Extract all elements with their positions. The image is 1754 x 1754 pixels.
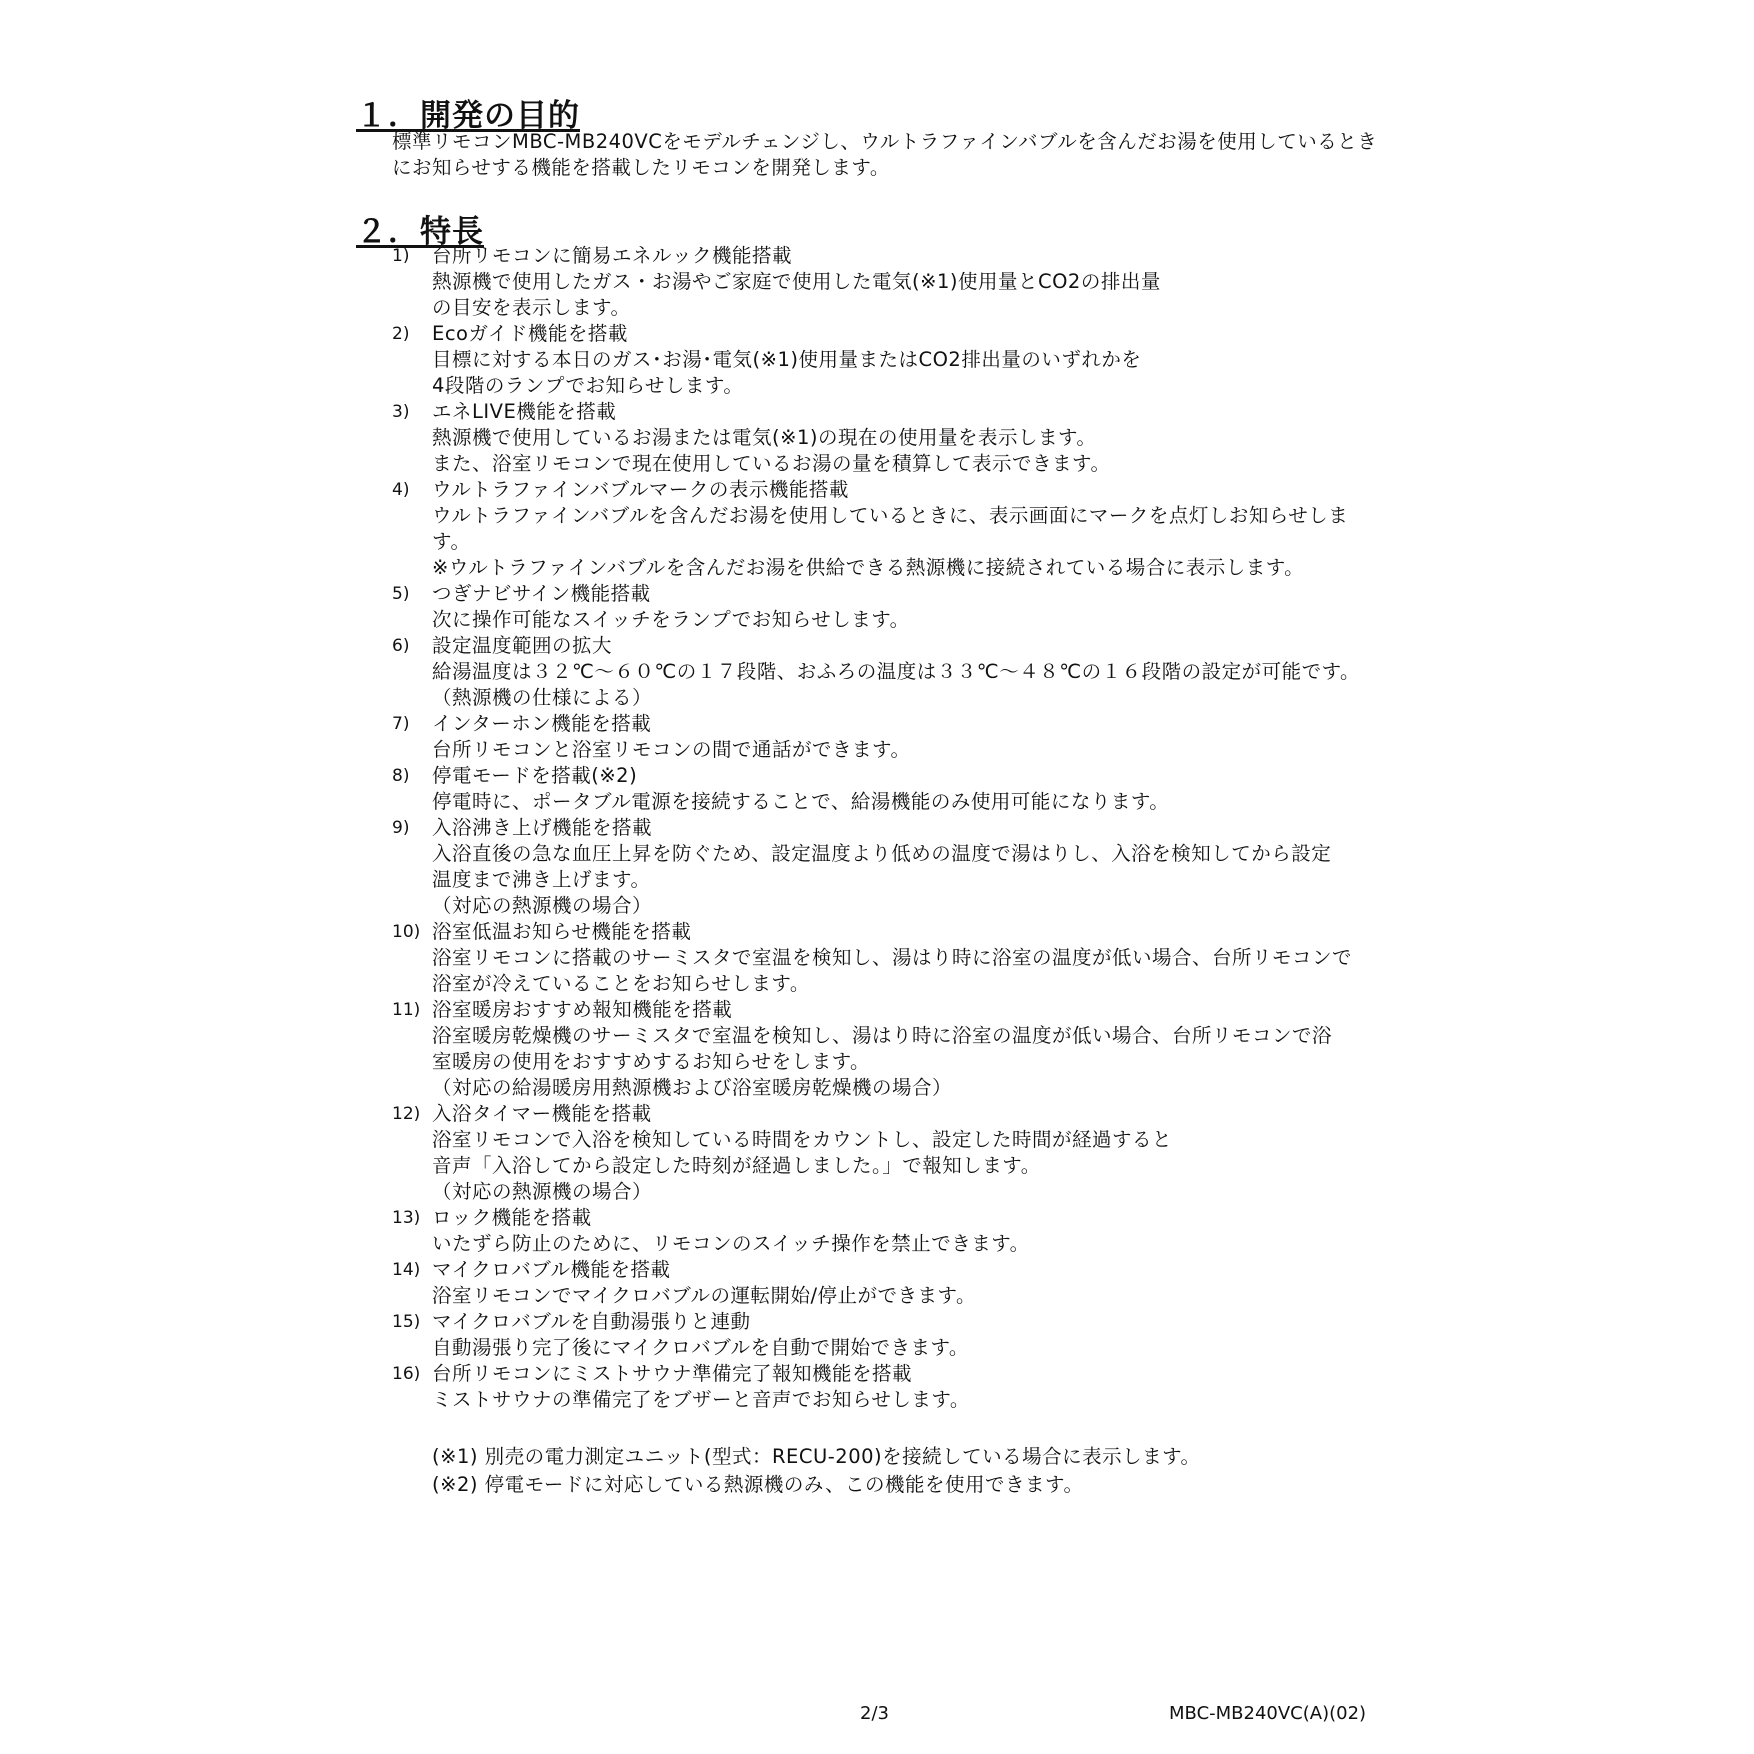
feature-title: 台所リモコンにミストサウナ準備完了報知機能を搭載 (432, 1362, 913, 1385)
feature-number: 1) (392, 246, 410, 266)
feature-item-8 (392, 763, 1360, 815)
feature-description: 4段階のランプでお知らせします。 (432, 374, 744, 397)
feature-number: 16) (392, 1364, 421, 1384)
feature-description: （対応の熱源機の場合） (432, 894, 653, 917)
feature-description: ※ウルトラファインバブルを含んだお湯を供給できる熱源機に接続されている場合に表示します。 (432, 556, 1305, 579)
feature-description: の目安を表示します。 (432, 296, 631, 319)
feature-number: 7) (392, 714, 410, 734)
feature-number: 6) (392, 636, 410, 656)
feature-description: 浴室が冷えていることをお知らせします。 (432, 972, 810, 995)
feature-title: マイクロバブルを自動湯張りと連動 (432, 1310, 751, 1333)
feature-title: マイクロバブル機能を搭載 (432, 1258, 671, 1281)
feature-number: 10) (392, 922, 421, 942)
feature-item-4 (392, 477, 1360, 581)
feature-description: 給湯温度は３２℃～６０℃の１７段階、おふろの温度は３３℃～４８℃の１６段階の設定が可能です。 (432, 660, 1361, 683)
feature-number: 3) (392, 402, 410, 422)
feature-item-9 (392, 815, 1360, 919)
feature-item-3 (392, 399, 1360, 477)
feature-description: ウルトラファインバブルを含んだお湯を使用しているときに、表示画面にマークを点灯しお知らせしま (432, 504, 1349, 527)
feature-item-10 (392, 919, 1360, 997)
feature-item-6 (392, 633, 1360, 711)
feature-description: 温度まで沸き上げます。 (432, 868, 651, 891)
feature-number: 8) (392, 766, 410, 786)
footnotes (432, 1443, 1201, 1499)
feature-title: 浴室暖房おすすめ報知機能を搭載 (432, 998, 733, 1021)
feature-title: 浴室低温お知らせ機能を搭載 (432, 920, 692, 943)
section1-line-1: 標準リモコンMBC-MB240VCをモデルチェンジし、ウルトラファインバブルを含んだお湯を使用しているとき (392, 130, 1378, 153)
feature-number: 5) (392, 584, 410, 604)
feature-number: 9) (392, 818, 410, 838)
feature-description: 熱源機で使用しているお湯または電気(※1)の現在の使用量を表示します。 (432, 426, 1097, 449)
feature-description: 浴室リモコンで入浴を検知している時間をカウントし、設定した時間が経過すると (432, 1128, 1173, 1151)
feature-number: 11) (392, 1000, 421, 1020)
feature-description: （対応の給湯暖房用熱源機および浴室暖房乾燥機の場合） (432, 1076, 953, 1099)
feature-title: エネLIVE機能を搭載 (432, 400, 617, 423)
document-code: MBC-MB240VC(A)(02) (1169, 1703, 1367, 1724)
feature-title: Ecoガイド機能を搭載 (432, 322, 628, 345)
feature-item-15 (392, 1309, 1360, 1361)
feature-description: 熱源機で使用したガス・お湯やご家庭で使用した電気(※1)使用量とCO2の排出量 (432, 270, 1161, 293)
section2-title: ２．特長 (356, 214, 484, 250)
feature-description: 自動湯張り完了後にマイクロバブルを自動で開始できます。 (432, 1336, 969, 1359)
feature-title: ウルトラファインバブルマークの表示機能搭載 (432, 478, 849, 501)
feature-number: 4) (392, 480, 410, 500)
page-number: 2/3 (860, 1703, 889, 1724)
features-list (392, 243, 1360, 1413)
feature-number: 14) (392, 1260, 421, 1280)
feature-description: 浴室暖房乾燥機のサーミスタで室温を検知し、湯はり時に浴室の温度が低い場合、台所リモコンで浴 (432, 1024, 1333, 1047)
feature-number: 12) (392, 1104, 421, 1124)
feature-description: 停電時に、ポータブル電源を接続することで、給湯機能のみ使用可能になります。 (432, 790, 1170, 813)
feature-item-7 (392, 711, 1360, 763)
feature-title: 停電モードを搭載(※2) (432, 764, 638, 787)
feature-description: 室暖房の使用をおすすめするお知らせをします。 (432, 1050, 871, 1073)
feature-description: ミストサウナの準備完了をブザーと音声でお知らせします。 (432, 1388, 970, 1411)
feature-item-13 (392, 1205, 1360, 1257)
feature-item-11 (392, 997, 1360, 1101)
feature-title: 入浴沸き上げ機能を搭載 (432, 816, 653, 839)
feature-description: 台所リモコンと浴室リモコンの間で通話ができます。 (432, 738, 911, 761)
feature-description: （対応の熱源機の場合） (432, 1180, 653, 1203)
feature-description: （熱源機の仕様による） (432, 686, 653, 709)
feature-title: 台所リモコンに簡易エネルック機能搭載 (432, 244, 793, 267)
footnote-1: (※1) 別売の電力測定ユニット(型式：RECU-200)を接続している場合に表示します。 (432, 1445, 1201, 1468)
feature-item-2 (392, 321, 1360, 399)
feature-item-1 (392, 243, 1360, 321)
feature-description: また、浴室リモコンで現在使用しているお湯の量を積算して表示できます。 (432, 452, 1111, 475)
section1-line-2: にお知らせする機能を搭載したリモコンを開発します。 (392, 156, 890, 179)
feature-description: 浴室リモコンでマイクロバブルの運転開始/停止ができます。 (432, 1284, 976, 1307)
feature-item-5 (392, 581, 1360, 633)
feature-description: 入浴直後の急な血圧上昇を防ぐため、設定温度より低めの温度で湯はりし、入浴を検知してから設定 (432, 842, 1332, 865)
feature-item-12 (392, 1101, 1360, 1205)
feature-title: 設定温度範囲の拡大 (432, 634, 613, 657)
feature-number: 13) (392, 1208, 421, 1228)
feature-description: いたずら防止のために、リモコンのスイッチ操作を禁止できます。 (432, 1232, 1030, 1255)
feature-item-14 (392, 1257, 1360, 1309)
section1-title: １．開発の目的 (356, 98, 580, 134)
footnote-2: (※2) 停電モードに対応している熱源機のみ、この機能を使用できます。 (432, 1473, 1084, 1496)
feature-description: 音声「入浴してから設定した時刻が経過しました。」で報知します。 (432, 1154, 1041, 1177)
feature-number: 15) (392, 1312, 421, 1332)
feature-title: 入浴タイマー機能を搭載 (432, 1102, 652, 1125)
feature-description: 浴室リモコンに搭載のサーミスタで室温を検知し、湯はり時に浴室の温度が低い場合、台所リモコンで (432, 946, 1353, 969)
feature-description: す。 (432, 530, 471, 553)
feature-title: インターホン機能を搭載 (432, 712, 652, 735)
feature-description: 次に操作可能なスイッチをランプでお知らせします。 (432, 608, 910, 631)
feature-item-16 (392, 1361, 1360, 1413)
feature-description: 目標に対する本日のガス･お湯･電気(※1)使用量またはCO2排出量のいずれかを (432, 348, 1142, 371)
feature-title: ロック機能を搭載 (432, 1206, 592, 1229)
feature-number: 2) (392, 324, 410, 344)
feature-title: つぎナビサイン機能搭載 (432, 582, 651, 605)
